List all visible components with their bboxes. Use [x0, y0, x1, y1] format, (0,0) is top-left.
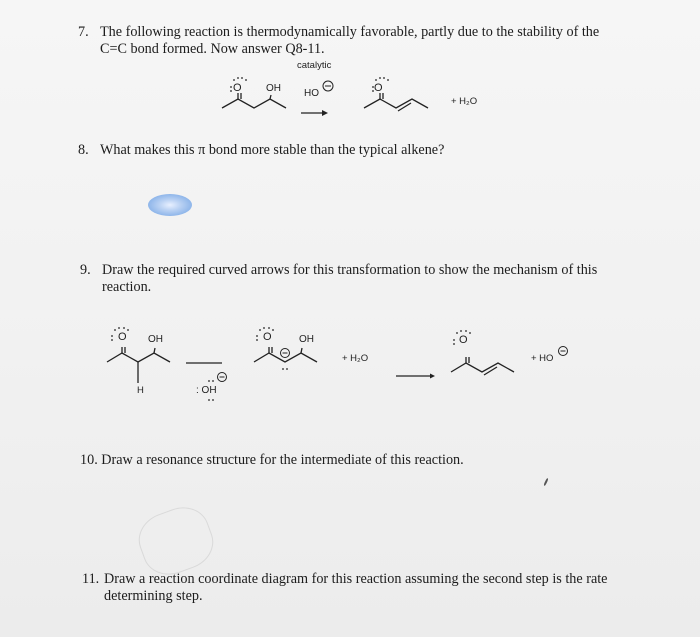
- question-9-line-2: reaction.: [102, 279, 152, 295]
- question-11: [82, 571, 607, 605]
- catalyst-label: catalytic: [297, 60, 332, 71]
- question-7-number: 7.: [78, 24, 89, 40]
- hydroxide-negative-icon: [218, 373, 227, 382]
- mech-aldol-structure: [107, 347, 170, 383]
- mech-alpha-h-label: H: [137, 385, 144, 396]
- product-o-label: O: [374, 82, 383, 94]
- question-7-line-1: The following reaction is thermodynamically favorable, partly due to the stability of the: [100, 24, 600, 40]
- mech-product-o-label: O: [459, 334, 468, 346]
- question-11-line-1: Draw a reaction coordinate diagram for this reaction assuming the second step is the rate: [104, 571, 608, 587]
- mech-product-lone-pairs: [453, 330, 471, 345]
- paper-impression: [132, 500, 221, 583]
- question-8-number: 8.: [78, 142, 89, 158]
- enolate-carbanion-icon: [281, 349, 290, 358]
- reagent-ho-label: HO: [304, 88, 319, 99]
- mech-hydroxide-product-label: + HO: [531, 353, 554, 364]
- question-9-line-1: Draw the required curved arrows for this transformation to show the mechanism of this: [102, 262, 598, 278]
- mech-enone-structure: [451, 357, 514, 375]
- reactant-oh-label: OH: [266, 83, 281, 94]
- mech-enolate-oh-label: OH: [299, 334, 314, 345]
- hydroxide-product-charge-icon: [559, 347, 568, 356]
- hydroxide-lone-pairs: [208, 380, 214, 401]
- question-11-line-2: determining step.: [104, 588, 203, 604]
- mech-arrow-2: [396, 374, 435, 379]
- question-10-number: 10.: [80, 452, 98, 468]
- mech-enolate-structure: [254, 347, 317, 362]
- mech-reactant-o-label: O: [118, 331, 127, 343]
- question-10-text: Draw a resonance structure for the intermediate of this reaction.: [101, 452, 464, 468]
- question-11-number: 11.: [82, 571, 100, 587]
- product-water-label: + H₂O: [451, 96, 478, 107]
- mech-water-label: + H₂O: [342, 353, 369, 364]
- reactant-o-label: O: [233, 82, 242, 94]
- question-7-line-2: C=C bond formed. Now answer Q8-11.: [100, 41, 325, 57]
- mech-enolate-o-label: O: [263, 331, 272, 343]
- question-10: [80, 452, 464, 469]
- mech-reactant-lone-pairs: [111, 327, 129, 341]
- mech-reactant-oh-label: OH: [148, 334, 163, 345]
- question-9-number: 9.: [80, 262, 91, 278]
- stray-pen-mark: [543, 478, 548, 486]
- mech-hydroxide-label: : OH: [196, 385, 217, 396]
- question-8-text: What makes this π bond more stable than the typical alkene?: [100, 142, 445, 158]
